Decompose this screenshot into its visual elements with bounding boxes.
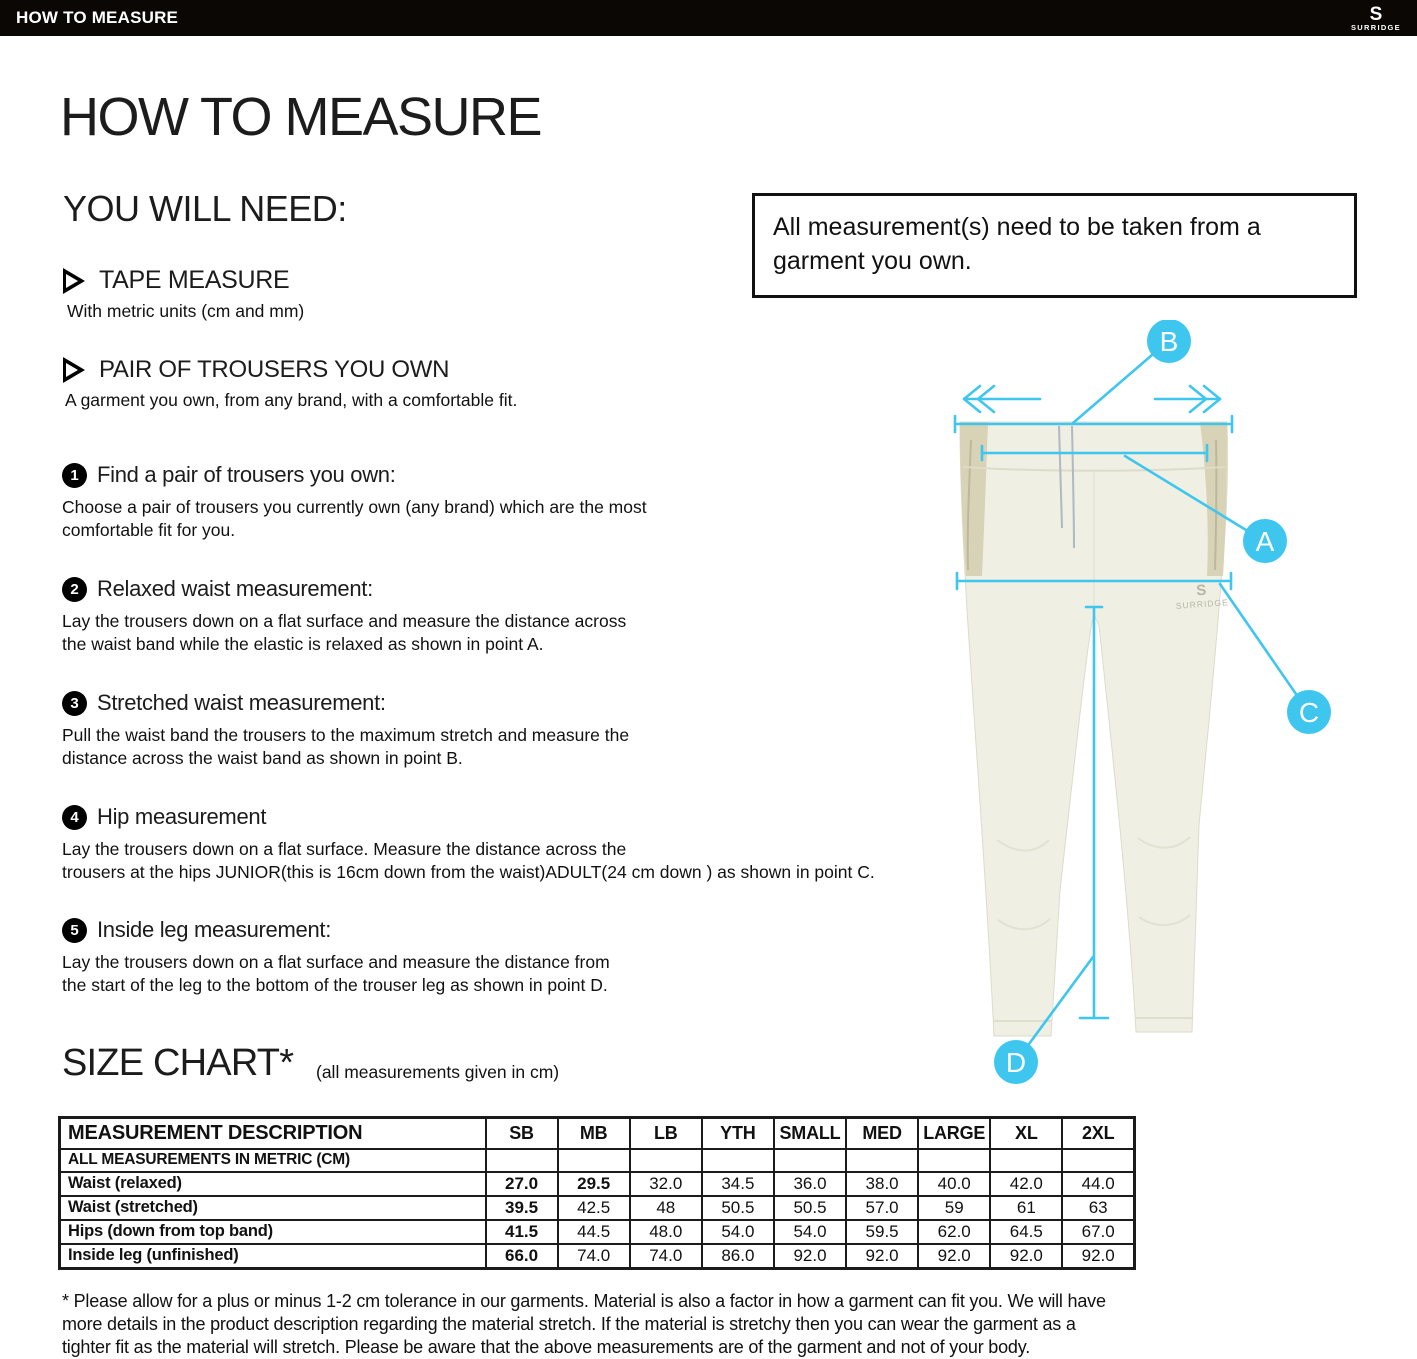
value-cell: 74.0 (558, 1244, 630, 1269)
empty-cell (630, 1149, 702, 1172)
value-cell: 29.5 (558, 1172, 630, 1196)
value-cell: 54.0 (774, 1220, 846, 1244)
value-cell: 92.0 (1062, 1244, 1134, 1269)
callout-text: All measurement(s) need to be taken from a garment you own. (773, 213, 1261, 275)
value-cell: 59 (918, 1196, 990, 1220)
size-chart-table (58, 1116, 1136, 1270)
empty-cell (486, 1149, 558, 1172)
step-description: Lay the trousers down on a flat surface. Measure the distance across the trousers at the hips JUNIOR(this is 16cm down from the waist)ADULT(24 cm down ) as shown in point C. (62, 839, 875, 882)
value-cell: 42.5 (558, 1196, 630, 1220)
column-header: SB (486, 1118, 558, 1149)
row-label-cell: Waist (relaxed) (60, 1172, 486, 1196)
size-row (60, 1196, 1135, 1220)
step-5 (62, 917, 962, 997)
value-cell: 59.5 (846, 1220, 918, 1244)
value-cell: 32.0 (630, 1172, 702, 1196)
column-header: MEASUREMENT DESCRIPTION (60, 1118, 486, 1149)
triangle-bullet-icon (63, 357, 85, 383)
value-cell: 64.5 (990, 1220, 1062, 1244)
need-item-trousers (63, 356, 517, 411)
empty-cell (918, 1149, 990, 1172)
column-header: 2XL (1062, 1118, 1134, 1149)
surridge-s-icon: S (1369, 3, 1383, 25)
step-2 (62, 576, 962, 656)
row-label-cell: Inside leg (unfinished) (60, 1244, 486, 1269)
step-heading: Stretched waist measurement: (97, 690, 386, 715)
triangle-bullet-icon (63, 268, 85, 294)
step-4 (62, 804, 962, 884)
value-cell: 42.0 (990, 1172, 1062, 1196)
empty-cell (990, 1149, 1062, 1172)
column-header: SMALL (774, 1118, 846, 1149)
value-cell: 92.0 (990, 1244, 1062, 1269)
surridge-logo (1351, 3, 1401, 32)
garment-logo-s: S (1195, 581, 1207, 600)
step-description: Choose a pair of trousers you currently own (any brand) which are the most comfortable fit for you. (62, 497, 647, 540)
step-number-badge: 4 (62, 805, 87, 830)
value-cell: 36.0 (774, 1172, 846, 1196)
value-cell: 44.5 (558, 1220, 630, 1244)
value-cell: 50.5 (702, 1196, 774, 1220)
need-item-tape-measure (63, 266, 304, 322)
point-a-label: A (1255, 526, 1275, 557)
size-row (60, 1172, 1135, 1196)
size-chart-heading: SIZE CHART* (62, 1042, 294, 1084)
page-title: HOW TO MEASURE (60, 87, 542, 147)
value-cell: 54.0 (702, 1220, 774, 1244)
value-cell: 74.0 (630, 1244, 702, 1269)
value-cell: 63 (1062, 1196, 1134, 1220)
empty-cell (846, 1149, 918, 1172)
column-header: LARGE (918, 1118, 990, 1149)
step-number-badge: 3 (62, 691, 87, 716)
column-header: LB (630, 1118, 702, 1149)
value-cell: 40.0 (918, 1172, 990, 1196)
table-header-row (60, 1118, 1135, 1149)
point-d-badge (994, 1040, 1038, 1084)
value-cell: 50.5 (774, 1196, 846, 1220)
step-number-badge: 2 (62, 577, 87, 602)
value-cell: 61 (990, 1196, 1062, 1220)
need-item-description: A garment you own, from any brand, with a comfortable fit. (65, 390, 518, 410)
step-description: Pull the waist band the trousers to the maximum stretch and measure the distance across the waist band as shown in point B. (62, 725, 630, 768)
step-heading: Hip measurement (97, 804, 267, 829)
point-d-label: D (1005, 1047, 1027, 1078)
value-cell: 48.0 (630, 1220, 702, 1244)
value-cell: 38.0 (846, 1172, 918, 1196)
point-b-label: B (1159, 326, 1179, 357)
empty-cell (558, 1149, 630, 1172)
value-cell: 92.0 (774, 1244, 846, 1269)
you-will-need-heading: YOU WILL NEED: (63, 188, 347, 229)
step-description: Lay the trousers down on a flat surface and measure the distance from the start of the leg to the bottom of the trouser leg as shown in point D. (62, 952, 610, 995)
callout-box (752, 193, 1357, 298)
metric-note-cell: ALL MEASUREMENTS IN METRIC (CM) (60, 1149, 486, 1172)
row-label-cell: Waist (stretched) (60, 1196, 486, 1220)
value-cell: 39.5 (486, 1196, 558, 1220)
topbar-title: HOW TO MEASURE (16, 8, 179, 27)
step-number-badge: 1 (62, 463, 87, 488)
need-item-label: TAPE MEASURE (99, 266, 290, 294)
need-item-label: PAIR OF TROUSERS YOU OWN (99, 356, 450, 383)
metric-note-row (60, 1149, 1135, 1172)
value-cell: 57.0 (846, 1196, 918, 1220)
step-description: Lay the trousers down on a flat surface and measure the distance across the waist band while the elastic is relaxed as shown in point A. (62, 611, 627, 654)
value-cell: 27.0 (486, 1172, 558, 1196)
garment-logo-text: SURRIDGE (1175, 597, 1230, 611)
step-heading: Relaxed waist measurement: (97, 576, 373, 601)
point-c-label: C (1298, 697, 1320, 728)
value-cell: 67.0 (1062, 1220, 1134, 1244)
step-heading: Find a pair of trousers you own: (97, 462, 396, 487)
value-cell: 92.0 (918, 1244, 990, 1269)
value-cell: 92.0 (846, 1244, 918, 1269)
empty-cell (1062, 1149, 1134, 1172)
column-header: MB (558, 1118, 630, 1149)
step-number-badge: 5 (62, 918, 87, 943)
value-cell: 86.0 (702, 1244, 774, 1269)
brand-name: SURRIDGE (1351, 22, 1401, 32)
value-cell: 66.0 (486, 1244, 558, 1269)
point-c-badge (1287, 690, 1331, 734)
step-3 (62, 690, 962, 770)
size-chart-note: (all measurements given in cm) (316, 1062, 560, 1082)
need-item-description: With metric units (cm and mm) (67, 301, 305, 321)
top-bar (0, 0, 1417, 36)
column-header: XL (990, 1118, 1062, 1149)
column-header: MED (846, 1118, 918, 1149)
empty-cell (702, 1149, 774, 1172)
point-b-badge (1147, 320, 1191, 363)
trousers-diagram (940, 320, 1360, 1110)
value-cell: 41.5 (486, 1220, 558, 1244)
size-row (60, 1220, 1135, 1244)
value-cell: 44.0 (1062, 1172, 1134, 1196)
empty-cell (774, 1149, 846, 1172)
measurement-line-b (955, 355, 1232, 432)
row-label-cell: Hips (down from top band) (60, 1220, 486, 1244)
footnote: * Please allow for a plus or minus 1-2 cm tolerance in our garments. Material is also a factor in how a garment can fit you. We will have more details in the product description regarding the material stretch. If the material is stretchy then you can wear the garment as a tighter fit as the material will stretch. Please be aware that the above measurements are of the garment and not of your body. (62, 1291, 1106, 1357)
step-1 (62, 462, 962, 542)
size-row (60, 1244, 1135, 1269)
point-a-badge (1243, 519, 1287, 563)
value-cell: 62.0 (918, 1220, 990, 1244)
step-heading: Inside leg measurement: (97, 917, 332, 942)
value-cell: 34.5 (702, 1172, 774, 1196)
value-cell: 48 (630, 1196, 702, 1220)
column-header: YTH (702, 1118, 774, 1149)
